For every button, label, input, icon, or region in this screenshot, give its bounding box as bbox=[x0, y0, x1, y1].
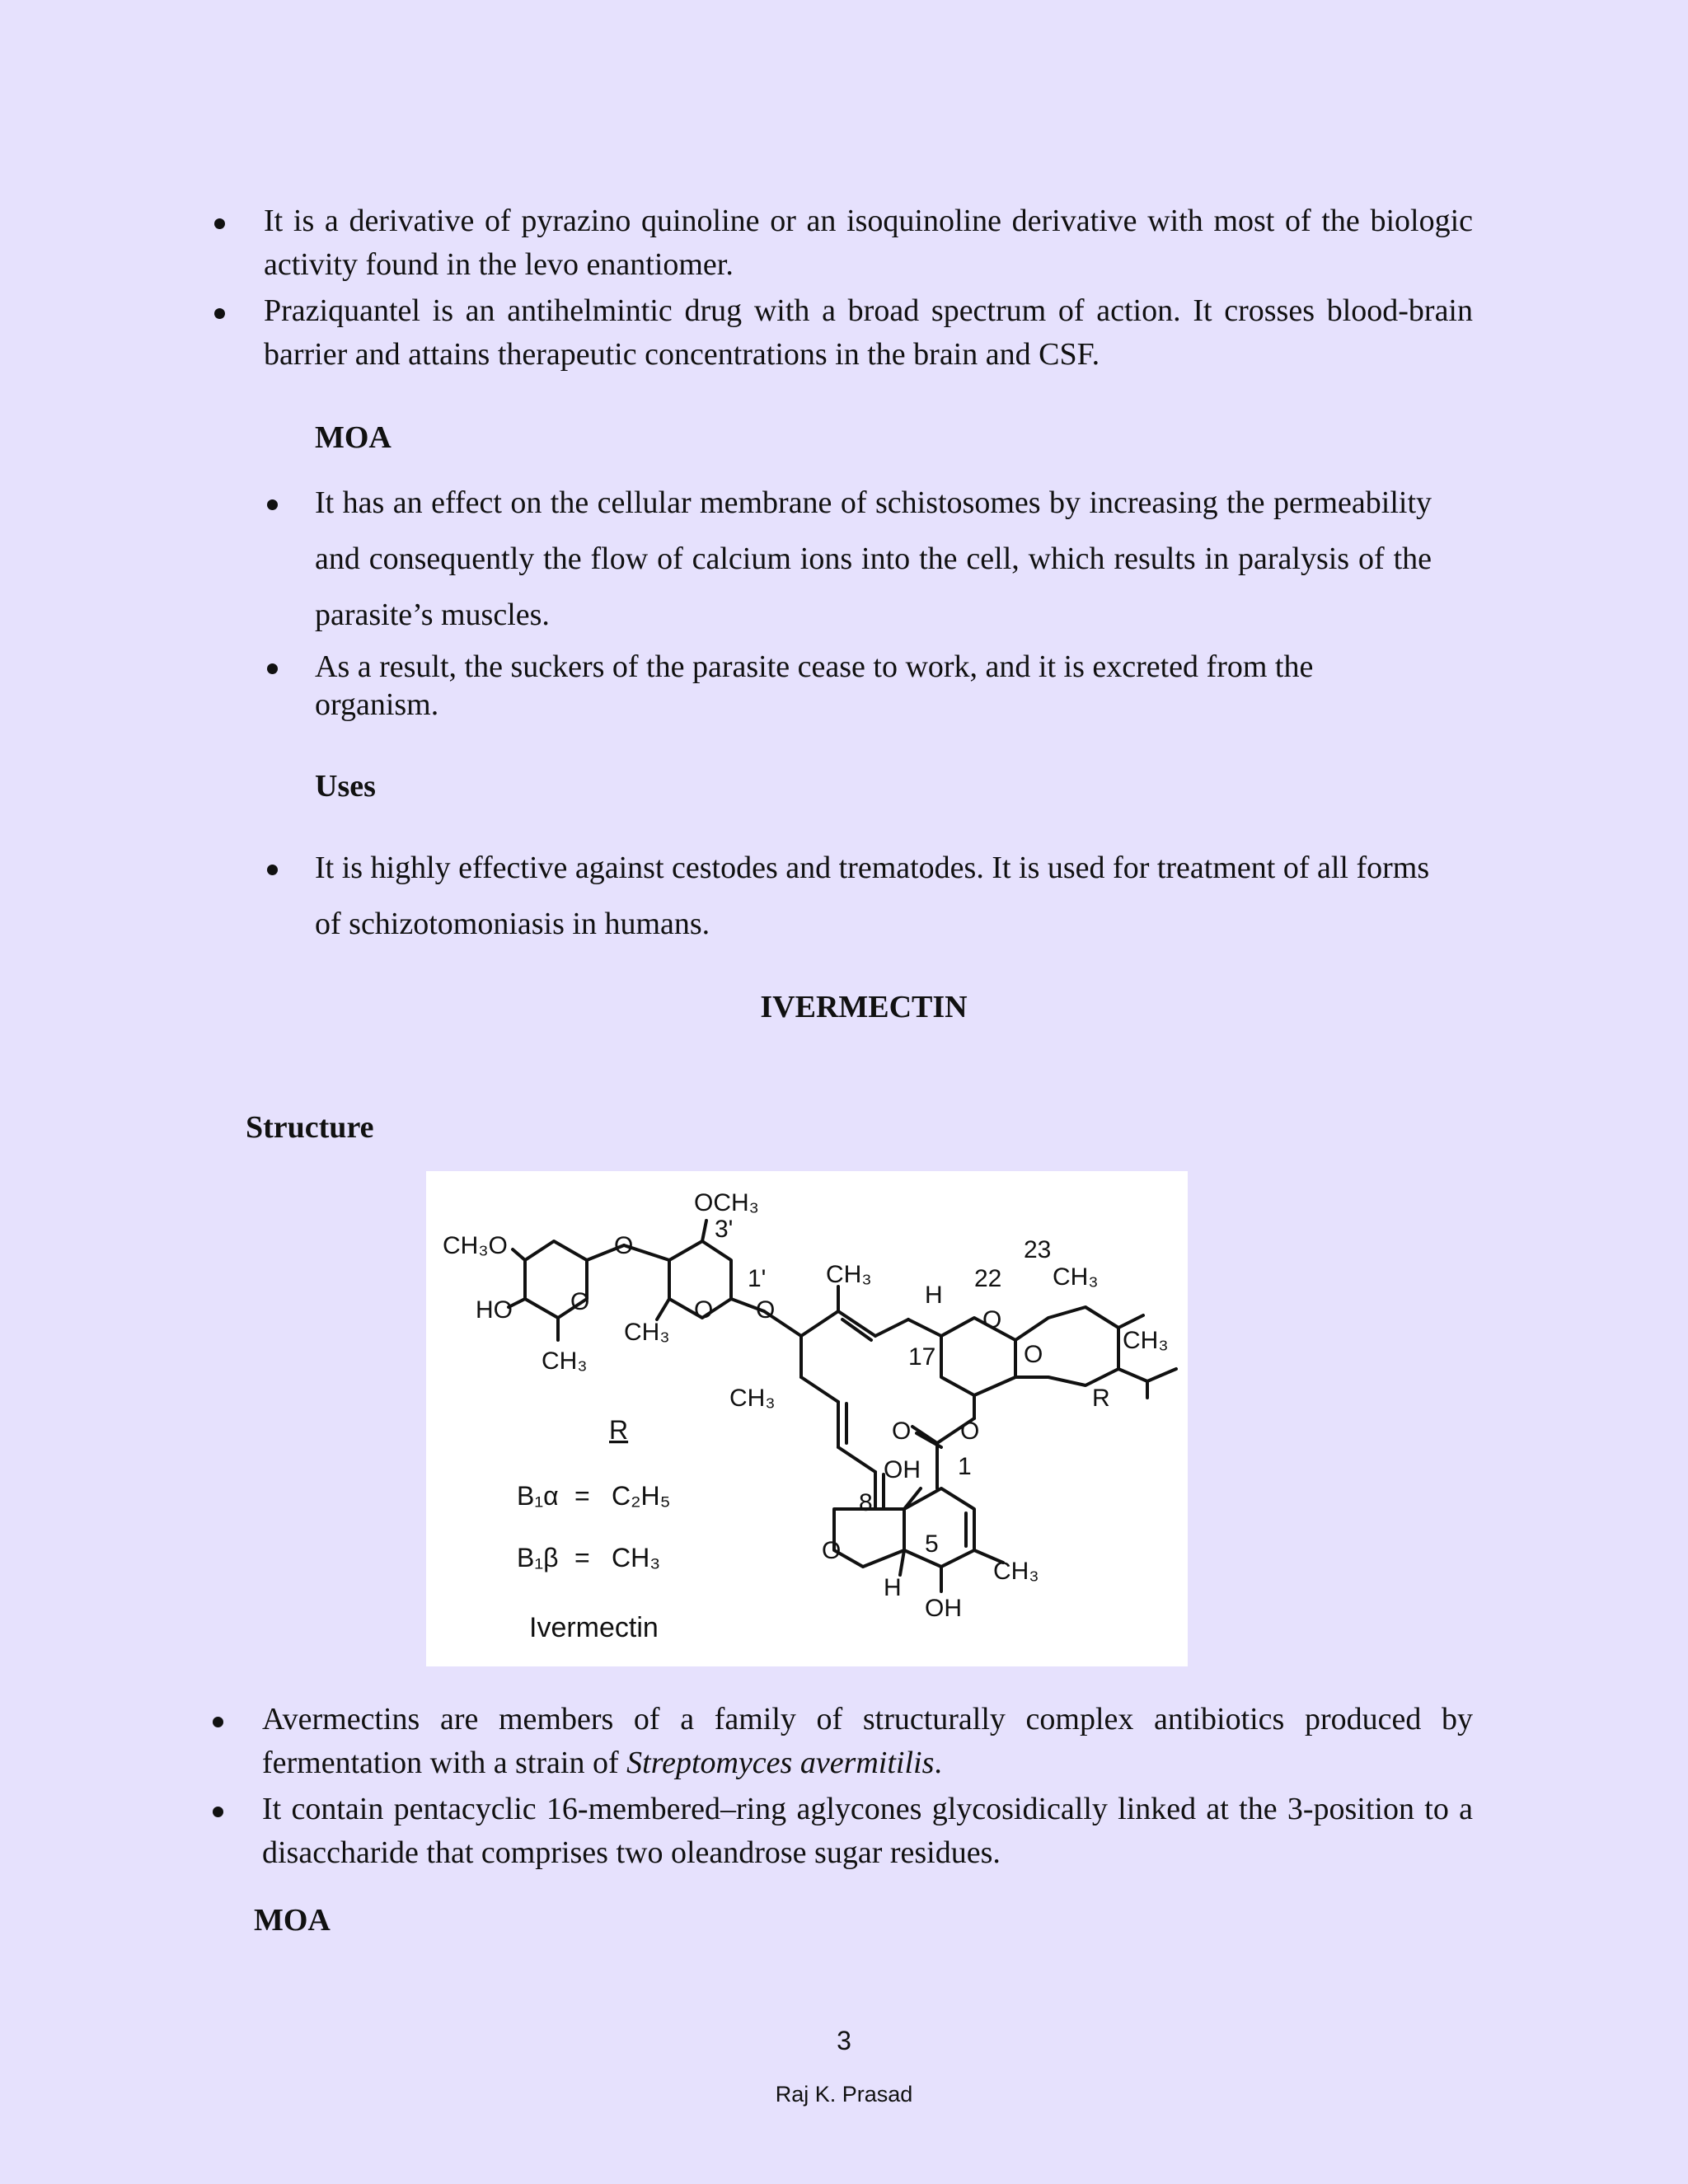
bullet-text-part: . bbox=[934, 1746, 942, 1780]
atom-label: OCH₃ bbox=[694, 1189, 759, 1216]
atom-label: OH bbox=[884, 1456, 921, 1483]
atom-label: CH₃ bbox=[1053, 1263, 1099, 1291]
atom-label: CH₃ bbox=[1123, 1327, 1169, 1354]
atom-label: 1' bbox=[748, 1265, 767, 1292]
bullet-icon bbox=[213, 1717, 223, 1727]
atom-label: H bbox=[925, 1282, 943, 1309]
atom-label: H bbox=[884, 1574, 902, 1601]
atom-label: HO bbox=[476, 1296, 513, 1324]
chemical-structure-diagram bbox=[426, 1171, 1188, 1666]
structure-heading: Structure bbox=[246, 1110, 374, 1145]
variant-label: B₁α bbox=[517, 1481, 559, 1511]
species-name: Streptomyces avermitilis bbox=[626, 1746, 935, 1780]
atom-label: O bbox=[570, 1288, 590, 1315]
atom-label: OH bbox=[925, 1595, 962, 1622]
atom-label: O bbox=[892, 1418, 912, 1445]
bullet-text: Praziquantel is an antihelmintic drug with a broad spectrum of action. It crosses blood-brain barrier and attains therapeutic concentrations in the brain and CSF. bbox=[264, 293, 1473, 372]
atom-label: 3' bbox=[715, 1216, 734, 1243]
equals-sign: = bbox=[574, 1481, 590, 1511]
atom-label: O bbox=[756, 1296, 776, 1324]
variant-value: C₂H₅ bbox=[612, 1481, 671, 1511]
footer-author: Raj K. Prasad bbox=[775, 2082, 913, 2107]
atom-label: CH₃ bbox=[993, 1558, 1039, 1585]
atom-label: CH₃O bbox=[443, 1232, 508, 1259]
r-group-label: R bbox=[609, 1415, 629, 1445]
atom-label: 23 bbox=[1024, 1236, 1052, 1263]
bullet-text: It has an effect on the cellular membrane of schistosomes by increasing the permeability and consequently the flow of calcium ions into the cell, which results in paralysis of the parasite’s muscles. bbox=[315, 485, 1432, 632]
atom-label: CH₃ bbox=[624, 1319, 670, 1346]
list-item bbox=[315, 840, 1432, 952]
bullet-icon bbox=[214, 308, 225, 319]
bullet-icon bbox=[214, 218, 225, 229]
atom-label: 5 bbox=[925, 1530, 939, 1558]
section-title-ivermectin: IVERMECTIN bbox=[760, 990, 968, 1024]
bullet-text: As a result, the suckers of the parasite cease to work, and it is excreted from the organism. bbox=[315, 649, 1314, 722]
list-item bbox=[264, 199, 1473, 287]
atom-label: O bbox=[982, 1306, 1002, 1333]
variant-value: CH₃ bbox=[612, 1543, 661, 1572]
bullet-icon bbox=[267, 499, 278, 510]
bullet-icon bbox=[267, 663, 278, 674]
ivermectin-structure-figure bbox=[426, 1171, 1188, 1666]
atom-label: R bbox=[1092, 1385, 1110, 1412]
section-heading-moa-ivermectin: MOA bbox=[254, 1903, 331, 1938]
atom-label: 1 bbox=[958, 1453, 972, 1480]
bullet-text: It contain pentacyclic 16-membered–ring aglycones glycosidically linked at the 3-position to a disaccharide that comprises two oleandrose sugar residues. bbox=[262, 1792, 1473, 1870]
figure-caption: Ivermectin bbox=[529, 1612, 659, 1643]
atom-label: CH₃ bbox=[729, 1385, 776, 1412]
atom-label: CH₃ bbox=[826, 1261, 872, 1288]
atom-label: O bbox=[960, 1418, 980, 1445]
equals-sign: = bbox=[574, 1543, 590, 1572]
atom-label: O bbox=[694, 1296, 714, 1324]
variant-label: B₁β bbox=[517, 1543, 559, 1572]
list-item bbox=[315, 475, 1432, 643]
atom-label: 22 bbox=[974, 1265, 1002, 1292]
bullet-text: It is a derivative of pyrazino quinoline or an isoquinoline derivative with most of the biologic activity found in the levo enantiomer. bbox=[264, 204, 1473, 282]
section-heading-moa: MOA bbox=[315, 420, 392, 455]
page-number: 3 bbox=[837, 2026, 851, 2055]
bullet-text: It is highly effective against cestodes and trematodes. It is used for treatment of all forms of schizotomoniasis in humans. bbox=[315, 851, 1430, 941]
list-item bbox=[315, 648, 1432, 724]
atom-label: O bbox=[1024, 1341, 1043, 1368]
list-item bbox=[264, 289, 1473, 377]
atom-label: O bbox=[614, 1232, 634, 1259]
section-heading-uses: Uses bbox=[315, 769, 376, 804]
atom-label: 8 bbox=[859, 1489, 873, 1516]
bullet-icon bbox=[213, 1807, 223, 1817]
list-item bbox=[262, 1698, 1473, 1785]
list-item bbox=[262, 1788, 1473, 1875]
atom-label: O bbox=[822, 1537, 842, 1564]
bullet-icon bbox=[267, 865, 278, 875]
bullet-text-part: Avermectins are members of a family of structurally complex antibiotics produced by fermentation with a strain of bbox=[262, 1702, 1473, 1780]
bullet-text bbox=[262, 1698, 1473, 1785]
atom-label: 17 bbox=[908, 1343, 936, 1371]
atom-label: CH₃ bbox=[542, 1347, 588, 1375]
